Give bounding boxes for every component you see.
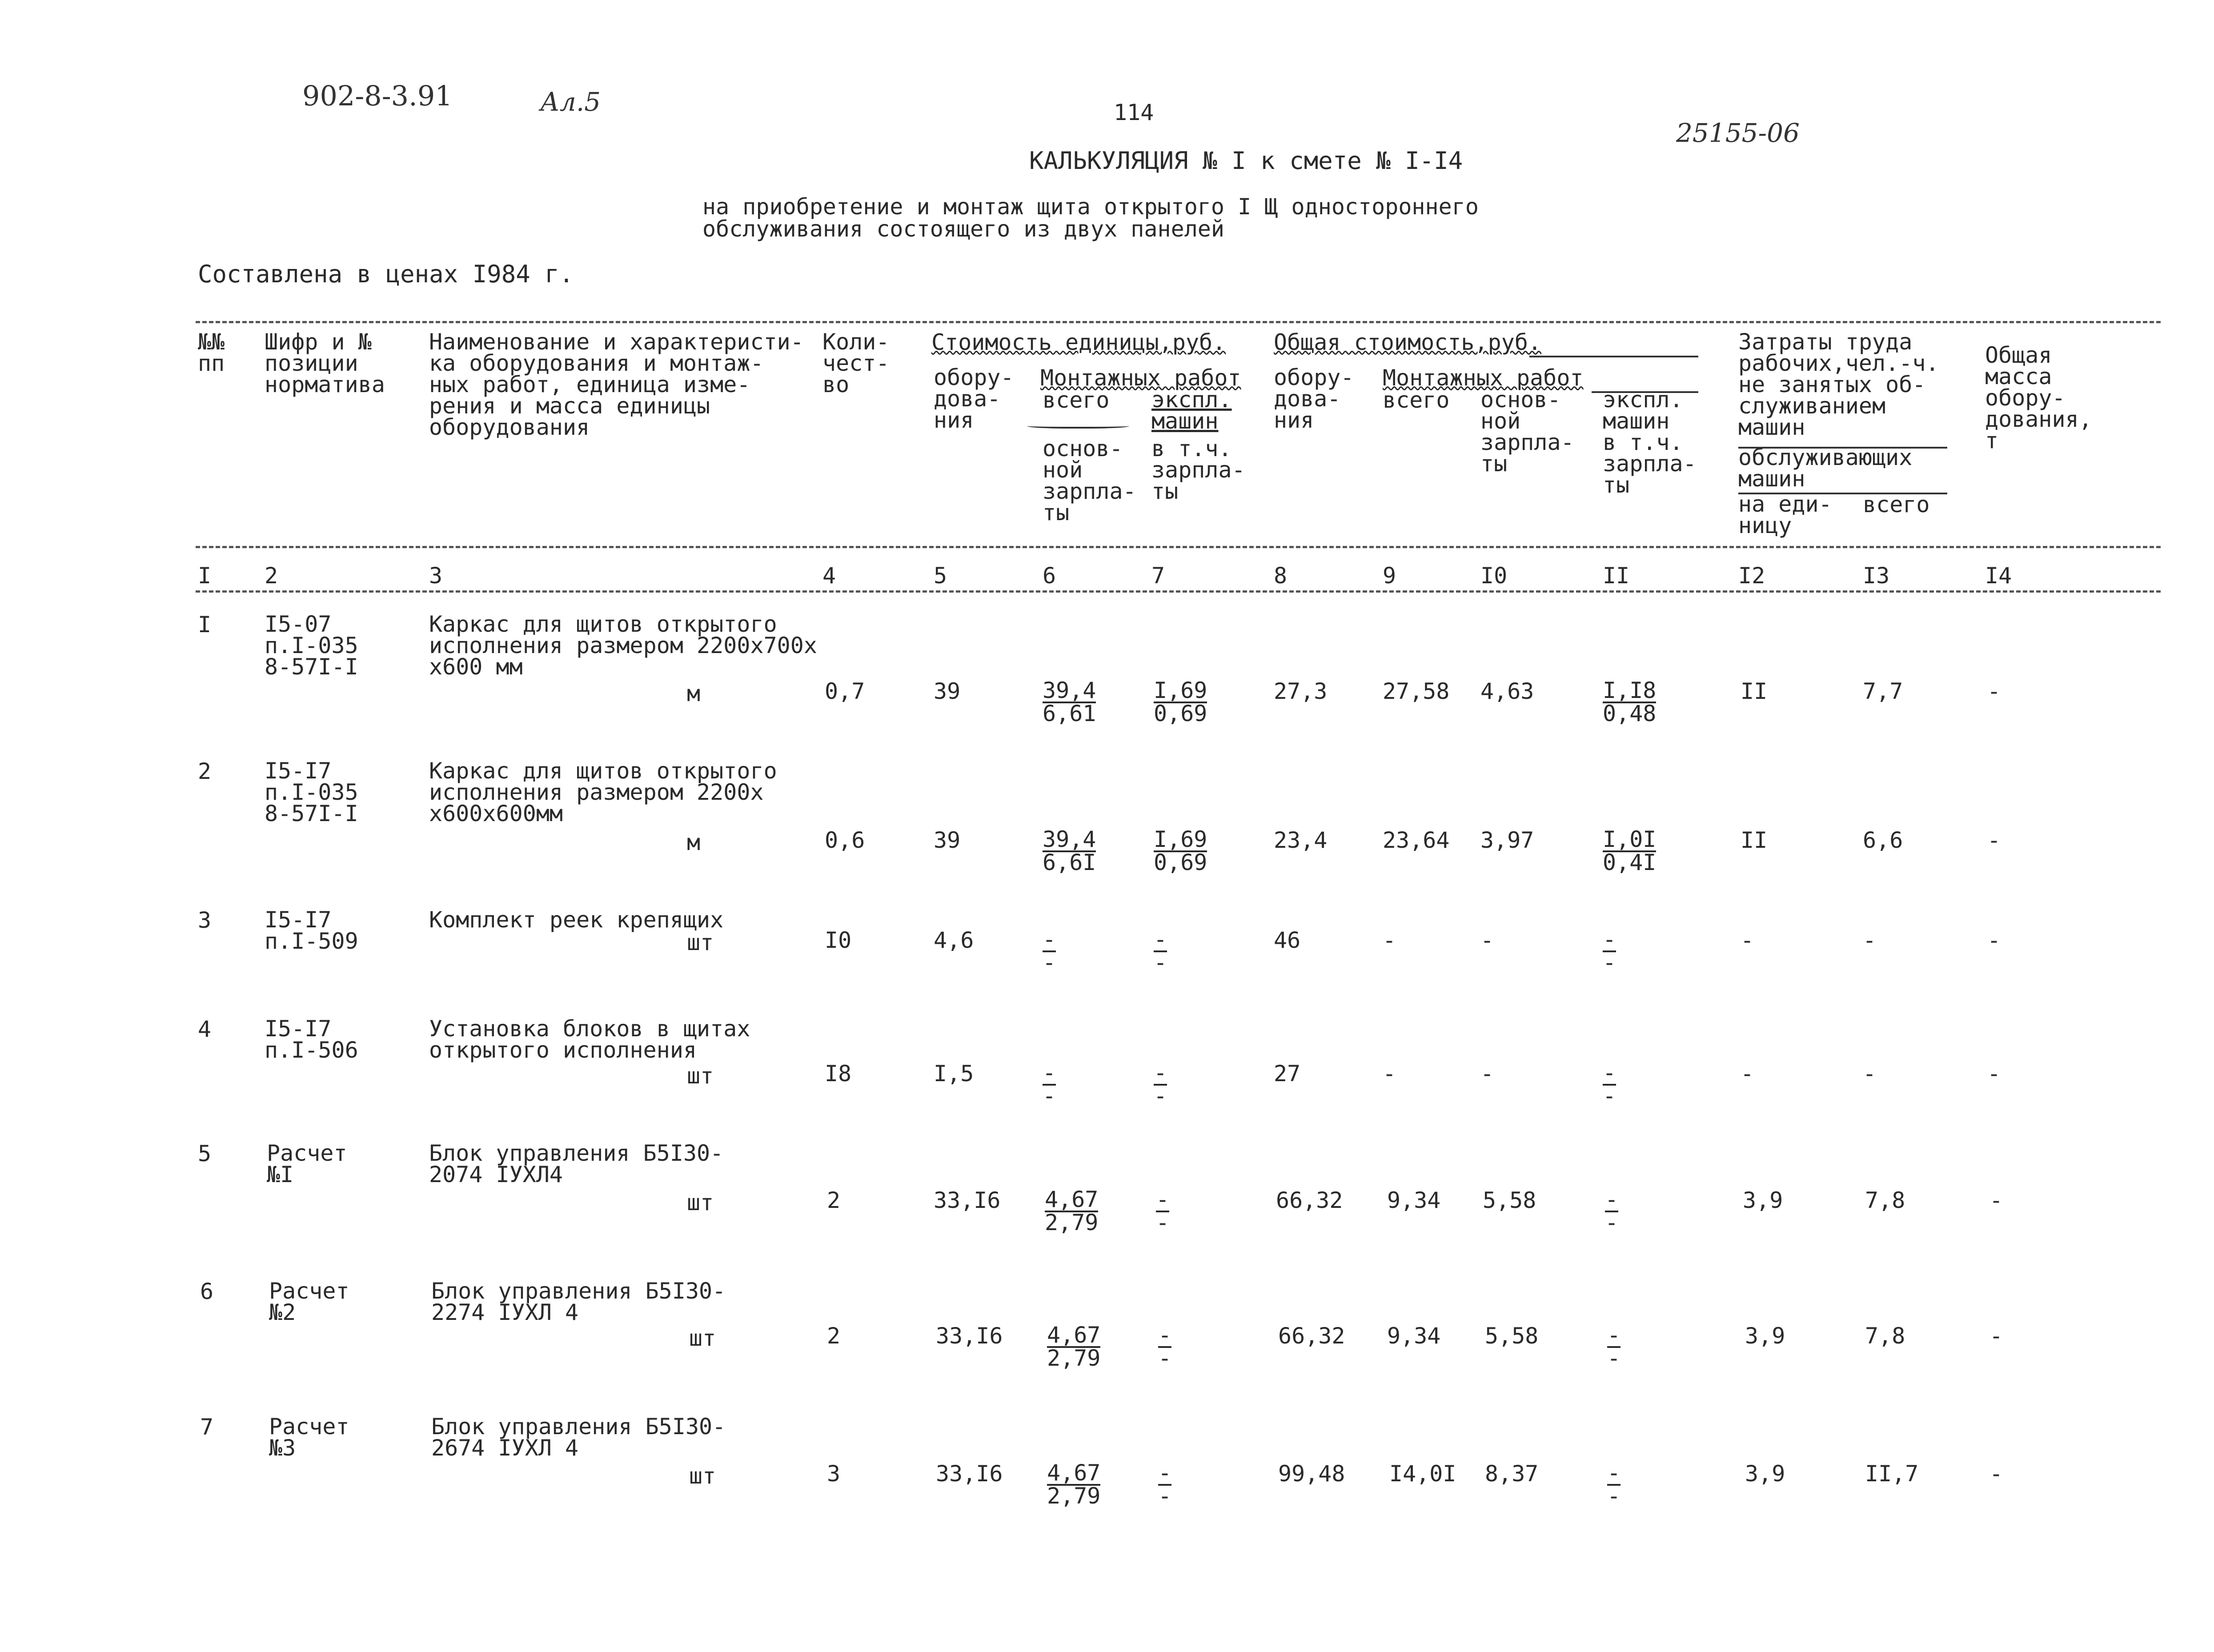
row-unit-machines [1154, 680, 1207, 724]
row-total-base-wage: 8,37 [1485, 1461, 1539, 1487]
row-unit-mounting-total: 4,67 [1047, 1460, 1101, 1486]
col-number: I4 [1985, 563, 2012, 589]
row-mass: - [1989, 1461, 2003, 1487]
col-header-labor-total: всего [1863, 492, 1930, 517]
row-unit: м [687, 830, 701, 855]
row-total-equipment: 23,4 [1274, 827, 1328, 853]
row-unit-machines [1158, 1322, 1172, 1371]
row-mass: - [1987, 1061, 2001, 1087]
row-labor-per-unit: - [1741, 1061, 1754, 1087]
row-total-equipment: 66,32 [1278, 1323, 1345, 1349]
col-header-labor: Затраты труда рабочих,чел.-ч. не занятых об- служиванием машин [1738, 329, 1939, 440]
document-title: КАЛЬКУЛЯЦИЯ № I к смете № I-I4 [1029, 147, 1463, 175]
row-quantity: I0 [825, 927, 852, 953]
row-labor-total: - [1863, 1061, 1877, 1087]
row-unit-machines-wage: - [1154, 1083, 1167, 1109]
row-code: I5-I7 п.I-509 [265, 907, 358, 954]
col-header-quantity: Коли- чест- во [822, 329, 890, 397]
row-number: 2 [198, 758, 212, 784]
row-name: Установка блоков в щитах открытого исполнения [429, 1016, 750, 1063]
row-code: I5-07 п.I-035 8-57I-I [265, 611, 358, 680]
row-total-machines [1605, 1189, 1618, 1233]
col-number: 5 [934, 563, 947, 589]
row-labor-total: 7,8 [1865, 1323, 1905, 1349]
row-unit: шт [687, 1190, 714, 1215]
row-unit-equipment: 33,I6 [934, 1187, 1001, 1213]
row-total-base-wage: 5,58 [1483, 1187, 1536, 1213]
row-name: Блок управления Б5I30- 2074 IУХЛ4 [429, 1140, 724, 1187]
col-header-total-mounting: Монтажных работ [1383, 365, 1584, 391]
row-total-mounting: - [1383, 1061, 1396, 1087]
row-unit-machines-wage: - [1156, 1210, 1170, 1235]
row-unit-mounting-total: - [1043, 1060, 1056, 1086]
row-number: 6 [200, 1279, 214, 1304]
row-total-machines-total: - [1607, 1322, 1621, 1348]
col-number: I3 [1863, 563, 1890, 589]
row-unit-machines-total: - [1154, 926, 1167, 952]
row-mass: - [1987, 827, 2001, 853]
prices-note: Составлена в ценах I984 г. [198, 260, 574, 288]
row-unit-machines-total: - [1154, 1060, 1167, 1086]
row-labor-total: 7,8 [1865, 1187, 1905, 1213]
row-unit-equipment: I,5 [934, 1061, 974, 1087]
col-header-per-unit: на еди- ницу [1738, 491, 1832, 538]
row-total-mounting: 23,64 [1383, 827, 1450, 853]
col-header-unit-base-wage: основ- ной зарпла- ты [1043, 436, 1136, 525]
row-code: I5-I7 п.I-506 [265, 1016, 358, 1063]
row-total-machines-wage: - [1605, 1210, 1619, 1235]
row-total-machines [1603, 680, 1656, 724]
row-unit-machines-total: - [1156, 1187, 1170, 1212]
row-total-equipment: 66,32 [1276, 1187, 1343, 1213]
row-code: Расчет №3 [269, 1414, 349, 1461]
row-unit: шт [689, 1463, 716, 1489]
row-unit-machines [1158, 1460, 1172, 1509]
col-header-labor-serving: обслуживающих машин [1738, 445, 1913, 492]
col-number: 7 [1151, 563, 1165, 589]
col-number: 6 [1043, 563, 1056, 589]
row-quantity: 2 [827, 1323, 841, 1349]
row-total-mounting: - [1383, 927, 1396, 953]
row-unit-equipment: 33,I6 [936, 1461, 1003, 1487]
row-unit-mounting [1043, 826, 1096, 875]
row-unit-mounting-total: 4,67 [1045, 1187, 1099, 1212]
row-labor-per-unit: 3,9 [1745, 1461, 1785, 1487]
row-unit-mounting [1043, 926, 1056, 975]
row-total-equipment: 46 [1274, 927, 1301, 953]
row-total-base-wage: - [1480, 927, 1494, 953]
row-labor-per-unit: - [1741, 927, 1754, 953]
row-labor-per-unit: II [1741, 827, 1768, 853]
row-unit-equipment: 4,6 [934, 927, 974, 953]
row-total-equipment: 27 [1274, 1061, 1301, 1087]
row-labor-per-unit: 3,9 [1745, 1323, 1785, 1349]
row-total-base-wage: - [1480, 1061, 1494, 1087]
col-number: II [1603, 563, 1630, 589]
row-mass: - [1987, 927, 2001, 953]
row-number: I [198, 612, 212, 638]
col-header-unit-cost: Стоимость единицы,руб. [931, 329, 1226, 355]
col-header-unit-equipment: обору- дова- ния [934, 365, 1014, 433]
row-unit-equipment: 39 [934, 827, 961, 853]
row-labor-total: - [1863, 927, 1877, 953]
row-unit: шт [689, 1325, 716, 1351]
col-header-unit-total: всего [1043, 387, 1110, 413]
row-mass: - [1989, 1323, 2003, 1349]
col-header-code: Шифр и № позиции норматива [265, 329, 385, 397]
col-header-total-equipment: обору- дова- ния [1274, 365, 1354, 433]
row-unit-machines-wage: - [1158, 1345, 1172, 1371]
col-header-name: Наименование и характеристи- ка оборудования и монтаж- ных работ, единица изме- рения и масса единицы оборудования [429, 329, 804, 440]
row-unit-machines-wage: - [1154, 950, 1167, 975]
row-unit-mounting-wage: 6,61 [1043, 701, 1096, 726]
row-unit-machines-total: I,69 [1154, 826, 1207, 852]
row-number: 4 [198, 1016, 212, 1042]
row-total-machines-wage: 0,48 [1603, 701, 1656, 726]
row-unit-mounting-wage: 6,6I [1043, 850, 1096, 875]
document-subtitle-line-2: обслуживания состоящего из двух панелей [702, 216, 1224, 242]
row-total-machines-total: - [1603, 1060, 1616, 1086]
col-header-row-number: №№ пп [198, 329, 225, 376]
table-top-rule [196, 321, 2161, 323]
row-quantity: 0,6 [825, 827, 865, 853]
page-number: 114 [1114, 100, 1154, 125]
row-unit: м [687, 681, 701, 706]
album-mark: Ал.5 [540, 87, 601, 117]
row-unit-machines-wage: 0,69 [1154, 850, 1207, 875]
row-unit-mounting-total: 4,67 [1047, 1322, 1101, 1348]
row-total-machines-total: I,I8 [1603, 678, 1656, 703]
row-total-machines-total: - [1603, 926, 1616, 952]
row-total-machines-wage: - [1607, 1483, 1621, 1509]
header-bottom-rule [196, 546, 2161, 548]
row-total-mounting: I4,0I [1389, 1461, 1456, 1487]
col-number: I0 [1480, 563, 1508, 589]
row-total-machines-total: I,0I [1603, 826, 1656, 852]
row-total-machines [1603, 826, 1656, 875]
row-labor-total: II,7 [1865, 1461, 1919, 1487]
col-number: 4 [822, 563, 836, 589]
row-name: Каркас для щитов открытого исполнения размером 2200х х600х600мм [429, 758, 777, 826]
col-header-mass: Общая масса обору- дования, т [1985, 342, 2092, 453]
row-unit-mounting-wage: - [1043, 1083, 1056, 1109]
document-subtitle-line-1: на приобретение и монтаж щита открытого I Щ одностороннего [702, 194, 1479, 220]
row-labor-per-unit: II [1741, 678, 1768, 704]
row-total-machines-wage: - [1603, 950, 1616, 975]
row-total-equipment: 99,48 [1278, 1461, 1345, 1487]
row-unit-equipment: 39 [934, 678, 961, 704]
row-unit: шт [687, 930, 714, 955]
row-name: Каркас для щитов открытого исполнения размером 2200х700х х600 мм [429, 611, 817, 680]
row-unit-mounting [1043, 1060, 1056, 1109]
row-labor-total: 7,7 [1863, 678, 1903, 704]
row-code: Расчет №2 [269, 1278, 349, 1325]
row-quantity: I8 [825, 1061, 852, 1087]
row-unit-mounting-wage: - [1043, 950, 1056, 975]
col-number: 2 [265, 563, 278, 589]
total-cost-rule [1529, 356, 1698, 357]
row-number: 3 [198, 907, 212, 933]
row-total-mounting: 9,34 [1387, 1323, 1441, 1349]
row-total-base-wage: 4,63 [1480, 678, 1534, 704]
row-unit-mounting-wage: 2,79 [1047, 1345, 1101, 1371]
row-mass: - [1987, 678, 2001, 704]
row-unit-machines-total: - [1158, 1322, 1172, 1348]
row-unit-machines-wage: - [1158, 1483, 1172, 1509]
col-header-total-machines: экспл. машин в т.ч. зарпла- ты [1603, 387, 1697, 498]
row-unit-machines [1154, 926, 1167, 975]
row-unit-mounting-wage: 2,79 [1045, 1210, 1099, 1235]
col-number: 3 [429, 563, 443, 589]
row-total-machines [1607, 1322, 1621, 1371]
col-number: 8 [1274, 563, 1287, 589]
col-header-total-total: всего [1383, 387, 1450, 413]
row-quantity: 0,7 [825, 678, 865, 704]
row-mass: - [1989, 1187, 2003, 1213]
row-total-machines [1607, 1460, 1621, 1509]
document-code: 902-8-3.91 [302, 80, 453, 112]
row-number: 7 [200, 1414, 214, 1440]
row-code: I5-I7 п.I-035 8-57I-I [265, 758, 358, 826]
row-code: Расчет №I [267, 1140, 347, 1187]
col-header-unit-mounting: Монтажных работ [1040, 365, 1241, 391]
row-total-machines-wage: - [1603, 1083, 1616, 1109]
row-unit-machines [1154, 826, 1207, 875]
row-quantity: 2 [827, 1187, 841, 1213]
col-number: I2 [1738, 563, 1765, 589]
row-name: Блок управления Б5I30- 2274 IУХЛ 4 [431, 1278, 726, 1325]
row-total-machines-total: - [1605, 1187, 1619, 1212]
col-header-unit-machines: экспл. машин [1151, 387, 1232, 434]
row-total-mounting: 9,34 [1387, 1187, 1441, 1213]
row-name: Комплект реек крепящих [429, 907, 724, 933]
col-number: 9 [1383, 563, 1396, 589]
row-unit-machines [1154, 1060, 1167, 1109]
row-labor-per-unit: 3,9 [1743, 1187, 1783, 1213]
col-numbers-rule [196, 590, 2161, 593]
row-unit-equipment: 33,I6 [936, 1323, 1003, 1349]
col-header-total-cost: Общая стоимость,руб. [1274, 329, 1542, 355]
row-unit-mounting-total: - [1043, 926, 1056, 952]
row-unit-machines-total: - [1158, 1460, 1172, 1486]
row-total-mounting: 27,58 [1383, 678, 1450, 704]
row-total-machines [1603, 926, 1616, 975]
row-total-machines-total: - [1607, 1460, 1621, 1486]
row-unit-mounting [1043, 680, 1096, 724]
row-labor-total: 6,6 [1863, 827, 1903, 853]
col-header-unit-incl-wage: в т.ч. зарпла- ты [1151, 436, 1245, 504]
row-unit-machines [1156, 1189, 1169, 1233]
row-total-equipment: 27,3 [1274, 678, 1328, 704]
row-unit: шт [687, 1063, 714, 1089]
row-number: 5 [198, 1141, 212, 1167]
unit-total-rule [1027, 422, 1129, 429]
row-unit-mounting [1047, 1322, 1101, 1371]
row-unit-machines-total: I,69 [1154, 678, 1207, 703]
col-header-total-base-wage: основ- ной зарпла- ты [1480, 387, 1574, 477]
row-total-machines-wage: - [1607, 1345, 1621, 1371]
row-unit-mounting-total: 39,4 [1043, 678, 1096, 703]
row-name: Блок управления Б5I30- 2674 IУХЛ 4 [431, 1414, 726, 1461]
row-total-machines [1603, 1060, 1616, 1109]
row-total-machines-wage: 0,4I [1603, 850, 1656, 875]
row-unit-mounting-wage: 2,79 [1047, 1483, 1101, 1509]
row-unit-mounting [1047, 1460, 1101, 1509]
col-number: I [198, 563, 212, 589]
row-total-base-wage: 5,58 [1485, 1323, 1539, 1349]
row-unit-mounting-total: 39,4 [1043, 826, 1096, 852]
row-quantity: 3 [827, 1461, 841, 1487]
row-unit-mounting [1045, 1189, 1098, 1233]
row-total-base-wage: 3,97 [1480, 827, 1534, 853]
archive-number: 25155-06 [1676, 118, 1800, 148]
row-unit-machines-wage: 0,69 [1154, 701, 1207, 726]
